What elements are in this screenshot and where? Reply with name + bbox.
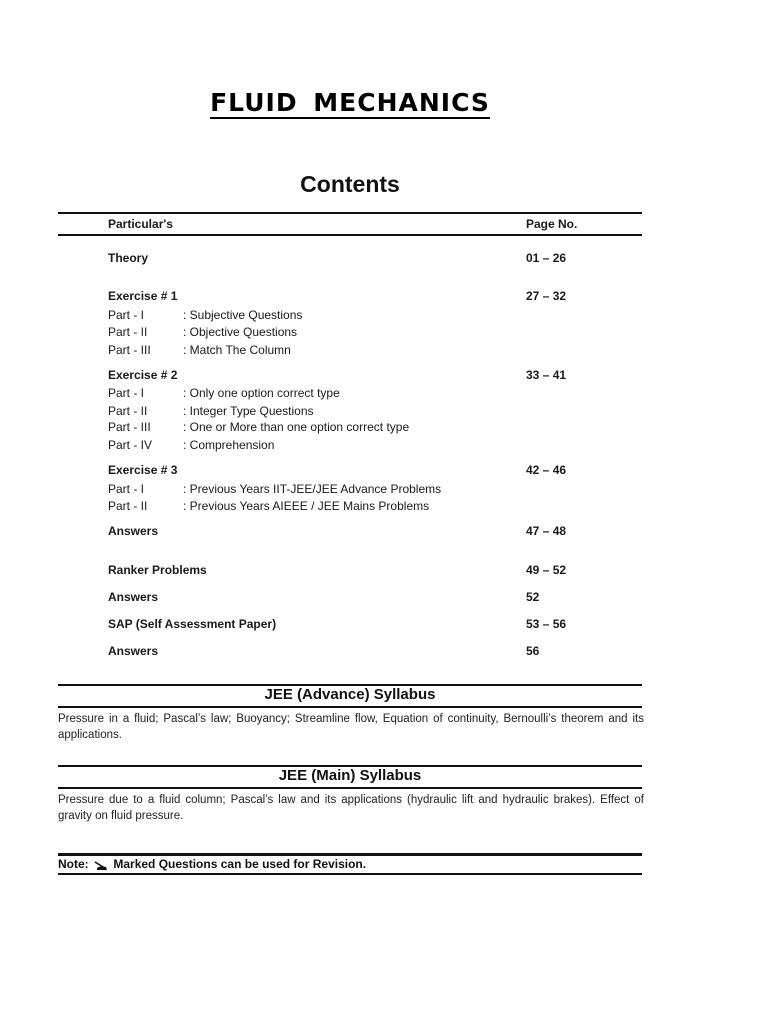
ex2-part-desc: : Only one option correct type	[183, 386, 340, 400]
ex2-part-label: Part - II	[108, 404, 148, 418]
ex2-part-label: Part - I	[108, 386, 145, 400]
entry-exercise-2-pages: 33 – 41	[526, 368, 567, 382]
entry-theory-pages: 01 – 26	[526, 251, 567, 265]
contents-heading: Contents	[300, 171, 400, 197]
ex2-part-desc: : Integer Type Questions	[183, 404, 314, 418]
ex1-part-label: Part - I	[108, 308, 145, 322]
ex2-part-label: Part - III	[108, 420, 151, 434]
table-header-rule	[58, 234, 642, 236]
ex2-part-label: Part - IV	[108, 438, 153, 452]
ex1-part-label: Part - III	[108, 343, 151, 357]
ex2-part-desc: : One or More than one option correct type	[183, 420, 410, 434]
advance-syllabus-text: Pressure in a fluid; Pascal’s law; Buoyancy; Streamline flow, Equation of continuity, Bernoulli’s theorem and its applications.	[58, 713, 644, 741]
entry-answers-pages: 56	[526, 644, 540, 658]
entry-exercise-1-pages: 27 – 32	[526, 289, 567, 303]
note	[58, 857, 366, 871]
entry-ranker-problems-pages: 49 – 52	[526, 563, 567, 577]
note-prefix: Note:	[58, 857, 89, 871]
entry-exercise-3: Exercise # 3	[108, 463, 178, 477]
ex3-part-label: Part - I	[108, 482, 145, 496]
ex3-part-label: Part - II	[108, 499, 148, 513]
ex3-part-desc: : Previous Years IIT-JEE/JEE Advance Problems	[183, 482, 442, 496]
header-page-no: Page No.	[526, 217, 578, 231]
main-syllabus-heading: JEE (Main) Syllabus	[278, 767, 422, 784]
note-text: Marked Questions can be used for Revision.	[113, 857, 367, 871]
advance-syllabus-bottom-rule	[58, 706, 642, 708]
entry-answers: Answers	[108, 524, 159, 538]
entry-theory: Theory	[108, 251, 149, 265]
entry-exercise-1: Exercise # 1	[108, 289, 178, 303]
entry-answers-pages: 52	[526, 590, 540, 604]
entry-answers: Answers	[108, 644, 159, 658]
ex1-part-label: Part - II	[108, 325, 148, 339]
ex1-part-desc: : Objective Questions	[183, 325, 298, 339]
entry-exercise-3-pages: 42 – 46	[526, 463, 567, 477]
writing-hand-icon	[94, 860, 108, 870]
note-top-rule	[58, 853, 642, 856]
entry-sap-pages: 53 – 56	[526, 617, 567, 631]
document-title: FLUID MECHANICS	[210, 88, 490, 117]
ex1-part-desc: : Subjective Questions	[183, 308, 303, 322]
table-top-rule	[58, 212, 642, 214]
entry-sap: SAP (Self Assessment Paper)	[108, 617, 277, 631]
ex3-part-desc: : Previous Years AIEEE / JEE Mains Problems	[183, 499, 430, 513]
entry-ranker-problems: Ranker Problems	[108, 563, 207, 577]
advance-syllabus-heading: JEE (Advance) Syllabus	[264, 686, 436, 703]
ex2-part-desc: : Comprehension	[183, 438, 275, 452]
note-bottom-rule	[58, 873, 642, 875]
header-particulars: Particular's	[108, 217, 173, 231]
ex1-part-desc: : Match The Column	[183, 343, 291, 357]
entry-exercise-2: Exercise # 2	[108, 368, 178, 382]
entry-answers: Answers	[108, 590, 159, 604]
main-syllabus-bottom-rule	[58, 787, 642, 789]
entry-answers-pages: 47 – 48	[526, 524, 567, 538]
main-syllabus-text: Pressure due to a fluid column; Pascal’s law and its applications (hydraulic lift and hydraulic brakes). Effect of gravity on fluid pressure.	[58, 794, 644, 822]
